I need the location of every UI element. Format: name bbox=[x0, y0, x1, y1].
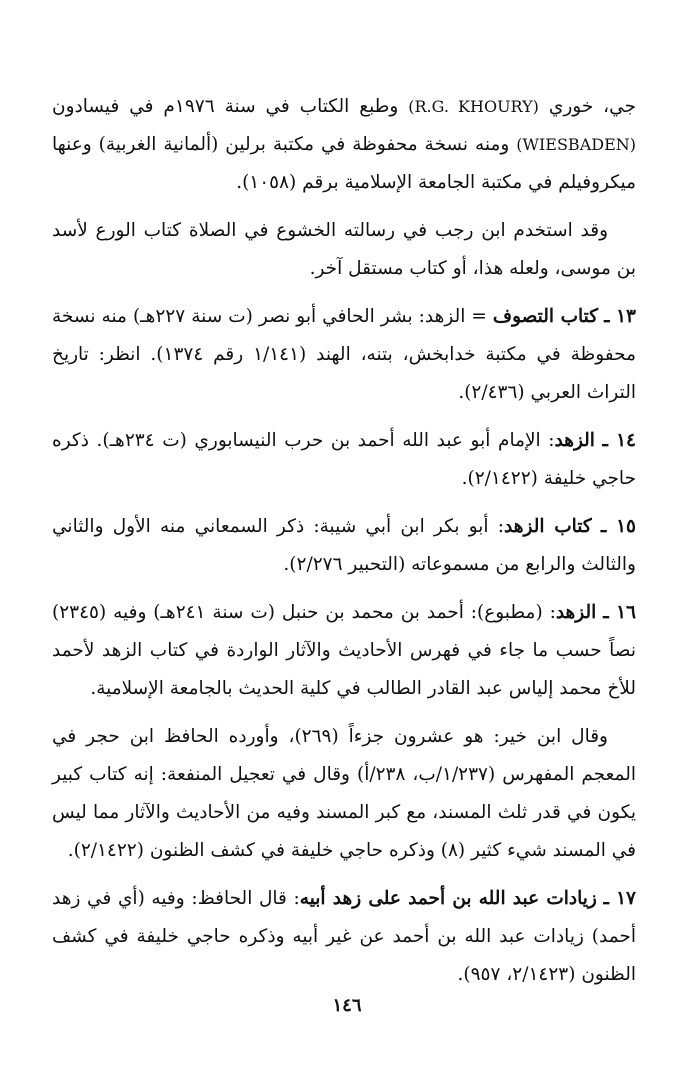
entry-title: الزهد bbox=[555, 602, 597, 623]
entry-17 bbox=[52, 880, 636, 994]
entry-number: ١٧ ـ bbox=[603, 888, 636, 909]
text-segment: ومنه نسخة محفوظة في مكتبة برلين (ألمانية الغربية) وعنها ميكروفيلم في مكتبة الجامعة الإسلامية برقم (١٠٥٨). bbox=[52, 134, 636, 193]
entry-title: الزهد bbox=[554, 430, 595, 451]
page-body bbox=[52, 88, 636, 994]
paragraph-ibn-rajab: وقد استخدم ابن رجب في رسالته الخشوع في الصلاة كتاب الورع لأسد بن موسى، ولعله هذا، أو كتاب مستقل آخر. bbox=[52, 220, 636, 279]
paragraph-ibn-khayr: وقال ابن خير: هو عشرون جزءاً (٢٦٩)، وأورده الحافظ ابن حجر في المعجم المفهرس (١/٢٣٧/ب، ٢٣٨/أ) وقال في تعجيل المنفعة: إنه كتاب كبير يكون في قدر ثلث المسند، مع كبر المسند وفيه من الأحاديث والآثار مما ليس في المسند شيء كثير (٨) وذكره حاجي خليفة في كشف الظنون (٢/١٤٢٢). bbox=[52, 726, 636, 861]
entry-text: = الزهد: بشر الحافي أبو نصر (ت سنة ٢٢٧هـ) منه نسخة محفوظة في مكتبة خدابخش، بتنه، الهند (١/١٤١ رقم ١٣٧٤). انظر: تاريخ التراث العربي (٢/٤٣٦). bbox=[52, 306, 636, 403]
entry-title: زيادات عبد الله بن أحمد على زهد أبيه bbox=[299, 888, 597, 909]
entry-15 bbox=[52, 508, 636, 584]
entry-13 bbox=[52, 298, 636, 412]
entry-16 bbox=[52, 594, 636, 708]
entry-text: : الإمام أبو عبد الله أحمد بن حرب النيسابوري (ت ٢٣٤هـ). ذكره حاجي خليفة (٢/١٤٢٢). bbox=[52, 430, 636, 489]
entry-text: : قال الحافظ: وفيه (أي في زهد أحمد) زيادات عبد الله بن أحمد عن غير أبيه وذكره حاجي خليفة في كشف الظنون (٢/١٤٢٣، ٩٥٧). bbox=[52, 888, 636, 985]
entry-number: ١٥ ـ bbox=[600, 516, 636, 537]
entry-number: ١٤ ـ bbox=[602, 430, 636, 451]
page-number: ١٤٦ bbox=[332, 995, 362, 1016]
paragraph-khoury-edition bbox=[52, 88, 636, 202]
entry-14 bbox=[52, 422, 636, 498]
latin-name: (R.G. KHOURY) bbox=[408, 97, 539, 116]
text-segment: وطبع الكتاب في سنة ١٩٧٦م في فيسادون bbox=[52, 96, 409, 117]
latin-place: (WIESBADEN) bbox=[516, 135, 636, 154]
entry-text: : (مطبوع): أحمد بن محمد بن حنبل (ت سنة ٢٤١هـ) وفيه (٢٣٤٥) نصاً حسب ما جاء في فهرس الأحاديث والآثار الواردة في كتاب الزهد لأحمد للأخ محمد إلياس عبد القادر الطالب في كلية الحديث بالجامعة الإسلامية. bbox=[52, 602, 636, 699]
entry-title: كتاب التصوف bbox=[492, 306, 599, 327]
entry-number: ١٦ ـ bbox=[603, 602, 636, 623]
text-segment: جي، خوري bbox=[538, 96, 637, 117]
entry-text: : أبو بكر ابن أبي شيبة: ذكر السمعاني منه الأول والثاني والثالث والرابع من مسموعاته (التحبير ٢/٢٧٦). bbox=[52, 516, 636, 575]
entry-title: كتاب الزهد bbox=[504, 516, 592, 537]
entry-number: ١٣ ـ bbox=[604, 306, 636, 327]
